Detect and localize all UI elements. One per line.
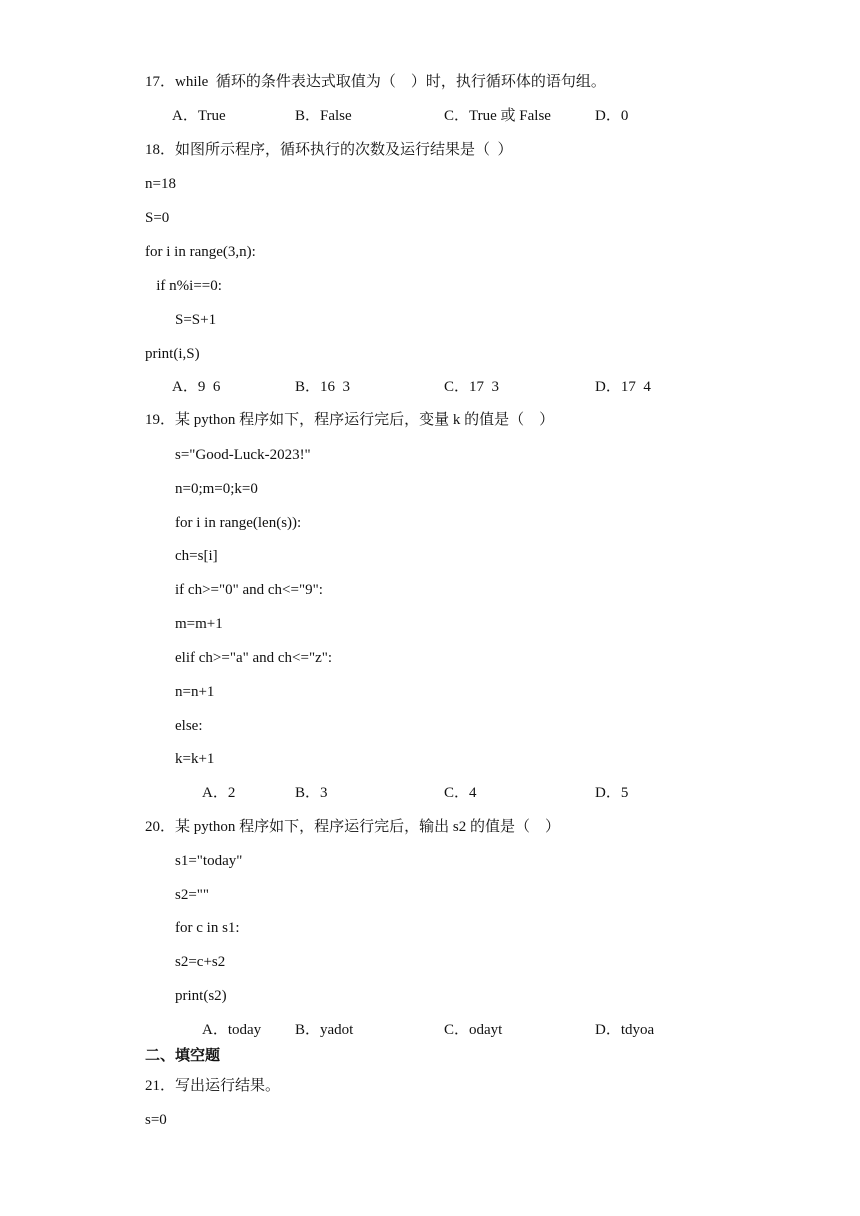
q18-code-line: n=18 [145, 176, 176, 192]
q20-option-a: A．today [202, 1022, 262, 1038]
q18-code-line: S=0 [145, 210, 170, 226]
question-17-stem: 17．while 循环的条件表达式取值为（ ）时，执行循环体的语句组。 [145, 74, 606, 90]
section-heading-fill-in: 二、填空题 [145, 1048, 221, 1064]
q20-option-d: D．tdyoa [595, 1022, 655, 1038]
q18-code-line: if n%i==0: [145, 278, 222, 294]
q19-code-line: n=0;m=0;k=0 [175, 481, 258, 497]
q19-code-line: else: [175, 718, 203, 734]
q19-code-line: m=m+1 [175, 616, 223, 632]
q19-option-c: C．4 [444, 785, 477, 801]
question-18-stem: 18．如图所示程序，循环执行的次数及运行结果是（ ） [145, 142, 513, 158]
q17-option-a: A．True [172, 108, 226, 124]
q20-code-line: s2=c+s2 [175, 954, 226, 970]
q19-code-line: if ch>="0" and ch<="9": [175, 582, 323, 598]
q20-code-line: s1="today" [175, 853, 243, 869]
q18-option-c: C．17 3 [444, 379, 500, 395]
q19-code-line: ch=s[i] [175, 548, 218, 564]
q20-code-line: s2="" [175, 887, 210, 903]
q21-code-line: s=0 [145, 1112, 167, 1128]
q18-option-a: A．9 6 [172, 379, 221, 395]
q19-code-line: k=k+1 [175, 751, 215, 767]
q19-code-line: for i in range(len(s)): [175, 515, 302, 531]
q18-option-b: B．16 3 [295, 379, 351, 395]
q18-code-line: print(i,S) [145, 346, 200, 362]
question-20-stem: 20．某 python 程序如下，程序运行完后，输出 s2 的值是（ ） [145, 819, 561, 835]
q18-code-line: S=S+1 [145, 312, 217, 328]
q20-option-b: B．yadot [295, 1022, 354, 1038]
q20-code-line: for c in s1: [175, 920, 240, 936]
q19-option-b: B．3 [295, 785, 328, 801]
q17-option-d: D．0 [595, 108, 629, 124]
q19-code-line: s="Good-Luck-2023!" [175, 447, 311, 463]
question-21-stem: 21．写出运行结果。 [145, 1078, 281, 1094]
q19-code-line: elif ch>="a" and ch<="z": [175, 650, 333, 666]
q18-option-d: D．17 4 [595, 379, 651, 395]
q18-code-line: for i in range(3,n): [145, 244, 256, 260]
q20-option-c: C．odayt [444, 1022, 503, 1038]
q20-code-line: print(s2) [175, 988, 227, 1004]
q19-option-d: D．5 [595, 785, 629, 801]
question-19-stem: 19．某 python 程序如下，程序运行完后，变量 k 的值是（ ） [145, 412, 555, 428]
q19-code-line: n=n+1 [175, 684, 215, 700]
q17-option-c: C．True 或 False [444, 108, 551, 124]
q19-option-a: A．2 [202, 785, 236, 801]
q17-option-b: B．False [295, 108, 352, 124]
